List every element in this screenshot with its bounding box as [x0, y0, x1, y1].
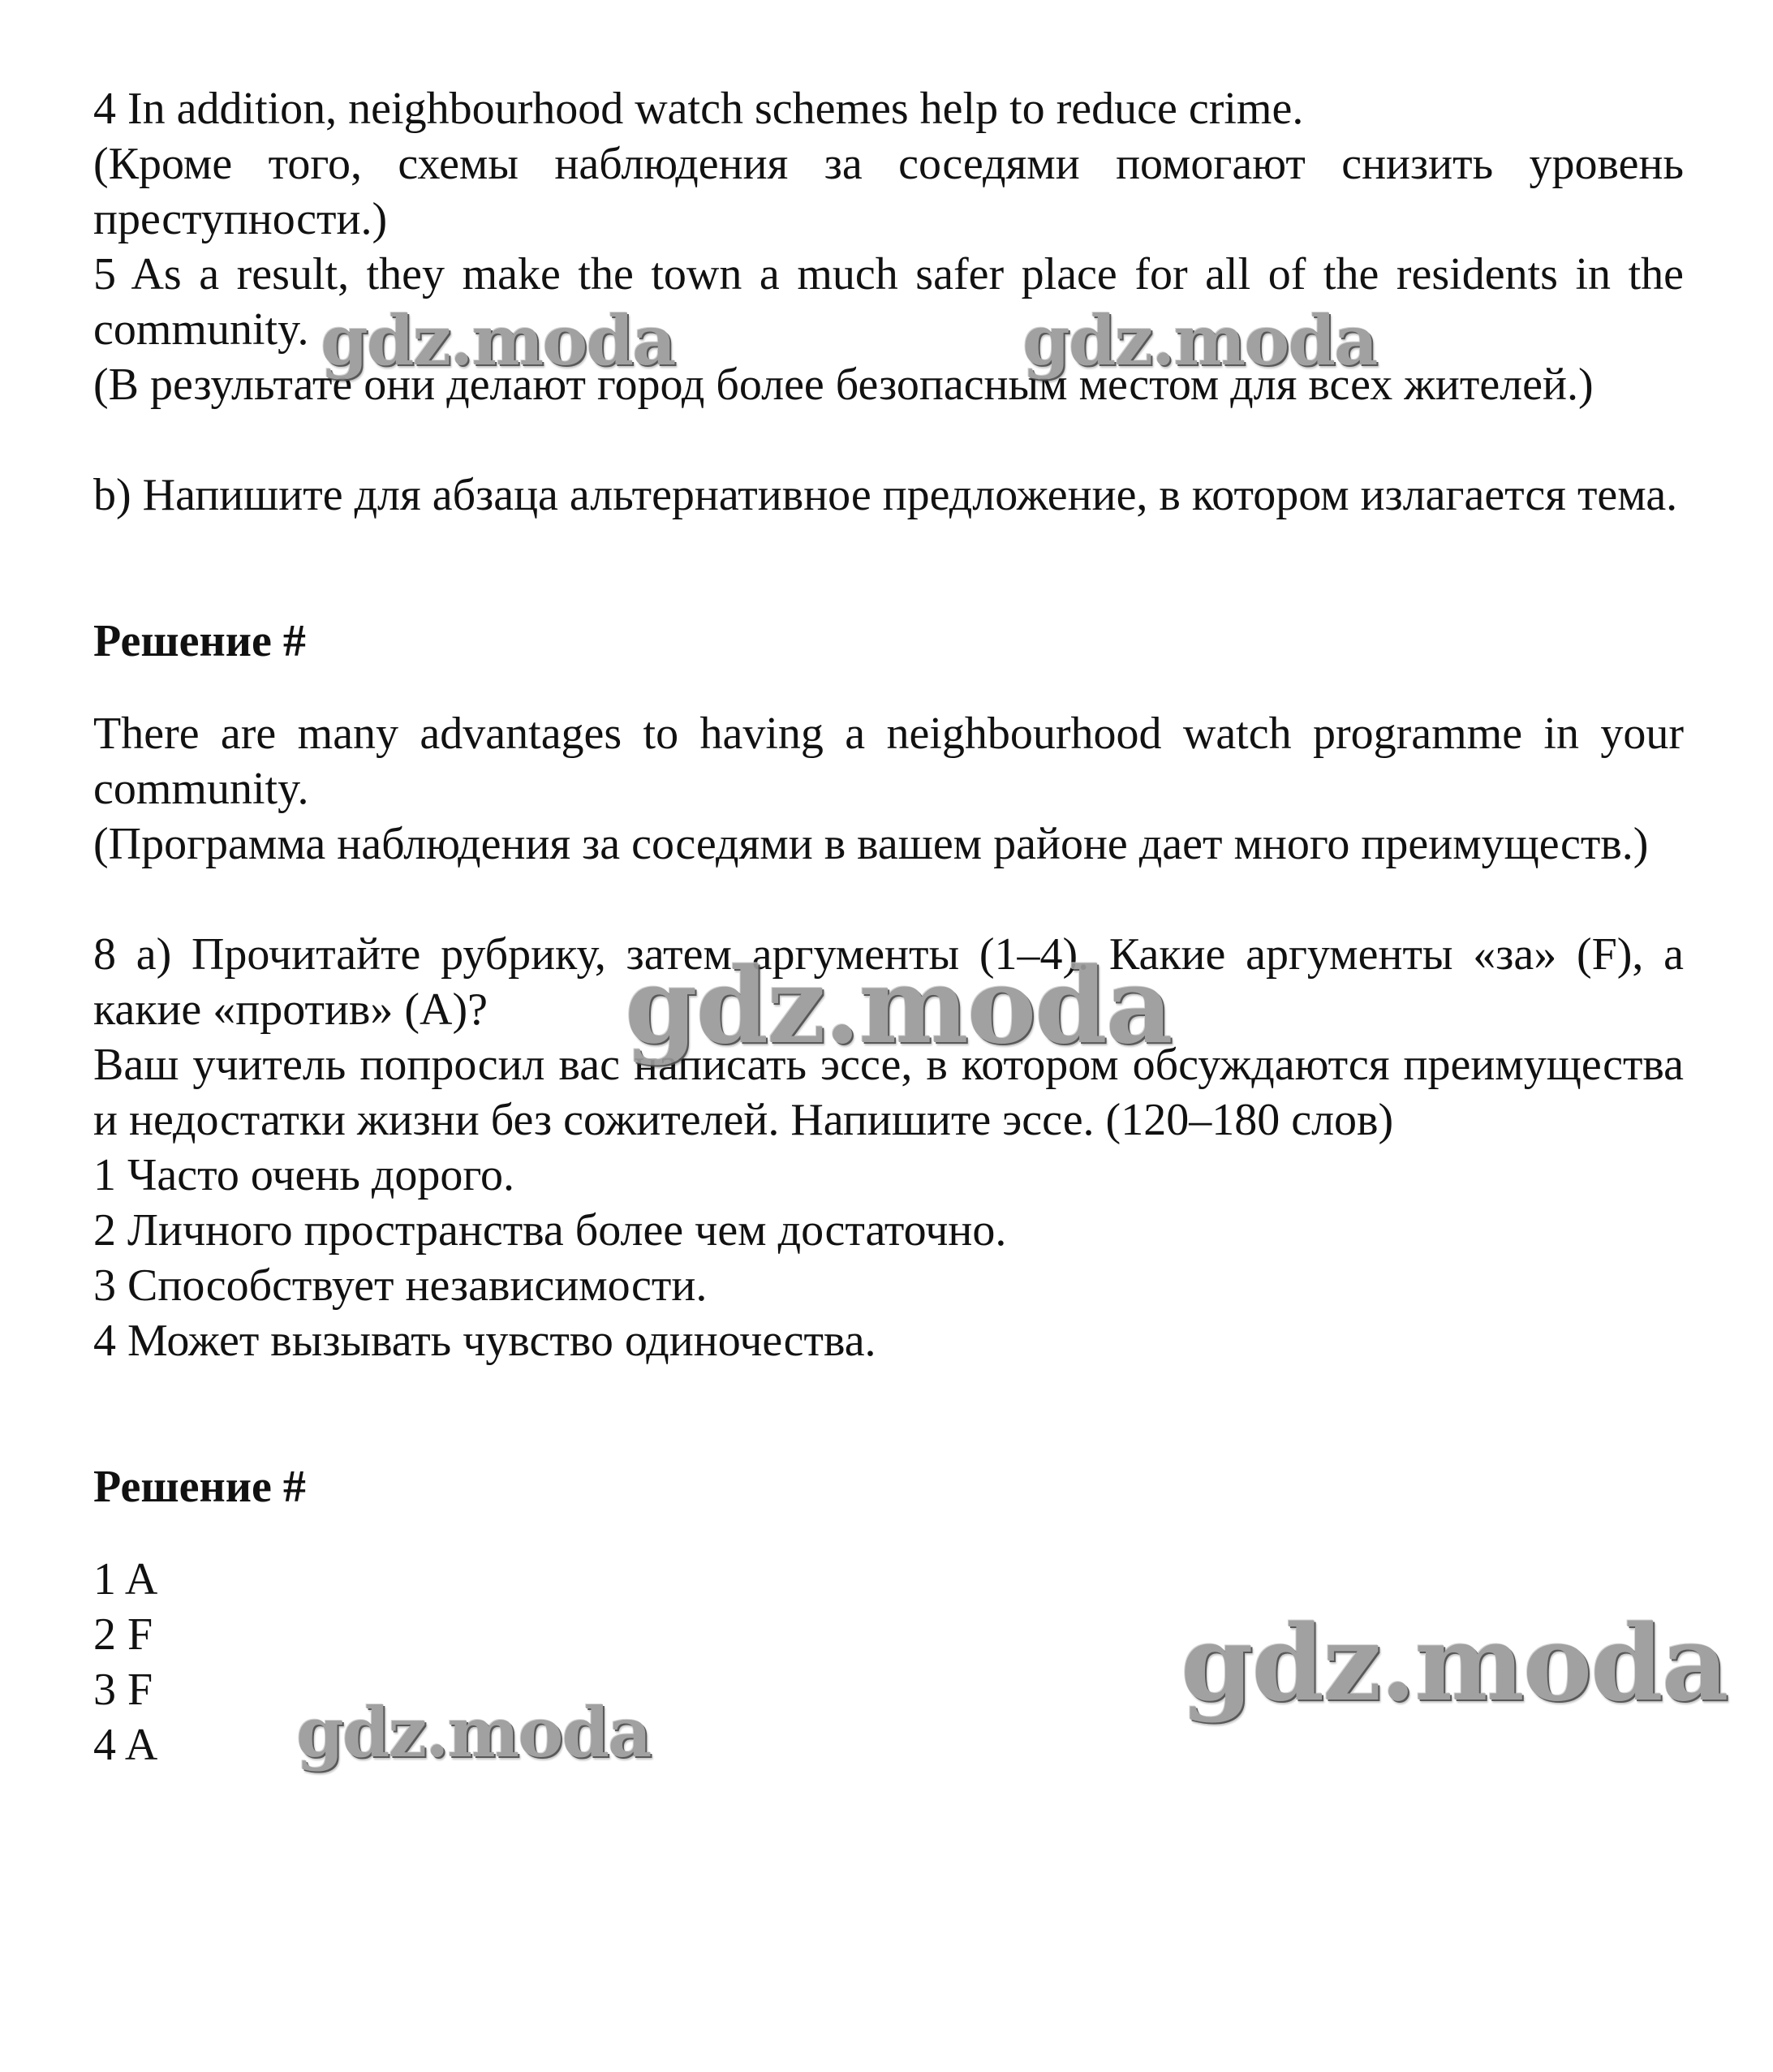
solution-heading: Решение #: [93, 1462, 306, 1512]
watermark: gdz.moda: [321, 300, 675, 381]
answer-list: [93, 1552, 1684, 1773]
answer-item: 4 A: [93, 1720, 158, 1770]
task-8-question: 8 а) Прочитайте рубрику, затем аргументы (1–4). Какие аргументы «за» (F), а какие «против» (A)?: [93, 929, 1684, 1035]
sentence-4: 4 In addition, neighbourhood watch schemes help to reduce crime.: [93, 84, 1304, 134]
answer-item: 1 A: [93, 1554, 158, 1605]
argument-item: 4 Может вызывать чувство одиночества.: [93, 1316, 876, 1366]
solution-answer: There are many advantages to having a neighbourhood watch programme in your community.: [93, 709, 1684, 814]
watermark: gdz.moda: [1181, 1603, 1728, 1725]
solution-heading: Решение #: [93, 616, 306, 666]
task-b: b) Напишите для абзаца альтернативное предложение, в котором излагается тема.: [93, 470, 1678, 520]
document-page: [93, 81, 1684, 1773]
task-8-rubric: Ваш учитель попросил вас написать эссе, в котором обсуждаются преимущества и недостатки жизни без сожителей. Напишите эссе. (120–180 слов): [93, 1040, 1684, 1145]
argument-item: 1 Часто очень дорого.: [93, 1150, 514, 1200]
watermark: gdz.moda: [625, 946, 1172, 1067]
translation-4: (Кроме того, схемы наблюдения за соседями помогают снизить уровень преступности.): [93, 139, 1684, 244]
answer-item: 3 F: [93, 1665, 153, 1715]
argument-item: 2 Личного пространства более чем достаточно.: [93, 1205, 1007, 1256]
watermark: gdz.moda: [1022, 300, 1377, 381]
watermark: gdz.moda: [296, 1692, 651, 1773]
argument-item: 3 Способствует независимости.: [93, 1260, 708, 1311]
translation-5: (В результате они делают город более безопасным местом для всех жителей.): [93, 360, 1594, 410]
solution-translation: (Программа наблюдения за соседями в вашем районе дает много преимуществ.): [93, 819, 1649, 869]
argument-list: [93, 1148, 1684, 1368]
sentence-5: 5 As a result, they make the town a much safer place for all of the residents in the community.: [93, 249, 1684, 355]
answer-item: 2 F: [93, 1609, 153, 1660]
